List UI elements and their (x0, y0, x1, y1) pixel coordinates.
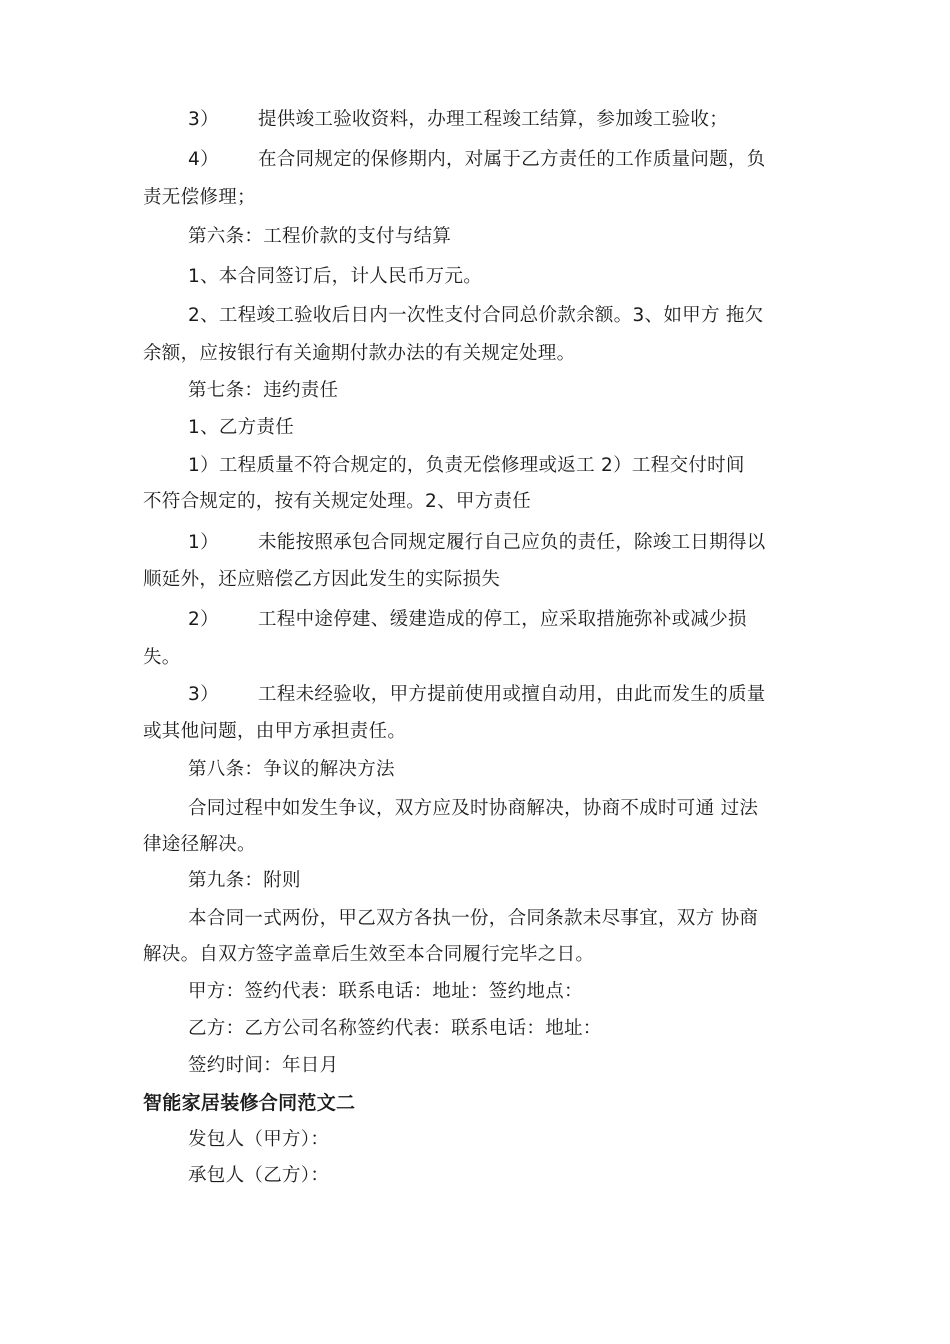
paragraph-line: 责无偿修理； (143, 187, 256, 208)
paragraph-line: 解决。自双方签字盖章后生效至本合同履行完毕之日。 (143, 944, 595, 965)
signing-date-line: 签约时间：年日月 (188, 1055, 339, 1076)
section-heading: 第八条：争议的解决方法 (188, 759, 395, 780)
list-item (188, 608, 858, 632)
document-title: 智能家居装修合同范文二 (143, 1092, 356, 1114)
paragraph-line: 本合同一式两份，甲乙双方各执一份，合同条款未尽事宜，双方 协商 (188, 908, 759, 929)
list-item (188, 108, 858, 132)
item-text: 工程未经验收，甲方提前使用或擅自动用，由此而发生的质量 (258, 684, 766, 705)
paragraph-line: 余额，应按银行有关逾期付款办法的有关规定处理。 (143, 343, 576, 364)
paragraph-line: 失。 (143, 647, 181, 668)
signature-line-party-b: 乙方：乙方公司名称签约代表：联系电话：地址： (188, 1018, 602, 1039)
paragraph-line: 发包人（甲方）： (188, 1129, 330, 1150)
section-heading: 第六条：工程价款的支付与结算 (188, 226, 452, 247)
paragraph-line: 1、乙方责任 (188, 417, 295, 438)
section-heading: 第七条：违约责任 (188, 380, 339, 401)
paragraph-line: 合同过程中如发生争议，双方应及时协商解决，协商不成时可通 过法 (188, 798, 759, 819)
item-number: 1） (188, 532, 219, 553)
paragraph-line: 2、工程竣工验收后日内一次性支付合同总价款余额。3、如甲方 拖欠 (188, 305, 764, 326)
paragraph-line: 1）工程质量不符合规定的，负责无偿修理或返工 2）工程交付时间 (188, 455, 745, 476)
item-number: 4） (188, 149, 219, 170)
item-text: 未能按照承包合同规定履行自己应负的责任，除竣工日期得以 (258, 532, 766, 553)
list-item (188, 531, 858, 555)
paragraph-line: 不符合规定的，按有关规定处理。2、甲方责任 (143, 491, 532, 512)
paragraph-line: 顺延外，还应赔偿乙方因此发生的实际损失 (143, 569, 501, 590)
paragraph-line: 承包人（乙方）： (188, 1165, 330, 1186)
list-item (188, 683, 858, 707)
item-text: 工程中途停建、缓建造成的停工，应采取措施弥补或减少损 (258, 609, 747, 630)
section-heading: 第九条：附则 (188, 870, 301, 891)
item-text: 在合同规定的保修期内，对属于乙方责任的工作质量问题，负 (258, 149, 766, 170)
list-item (188, 148, 858, 172)
item-number: 3） (188, 684, 219, 705)
item-text: 提供竣工验收资料，办理工程竣工结算，参加竣工验收； (258, 109, 729, 130)
item-number: 2） (188, 609, 219, 630)
paragraph-line: 1、本合同签订后，计人民币万元。 (188, 266, 483, 287)
paragraph-line: 或其他问题，由甲方承担责任。 (143, 721, 407, 742)
item-number: 3） (188, 109, 219, 130)
paragraph-line: 律途径解决。 (143, 834, 256, 855)
signature-line-party-a: 甲方：签约代表：联系电话：地址：签约地点： (188, 981, 583, 1002)
